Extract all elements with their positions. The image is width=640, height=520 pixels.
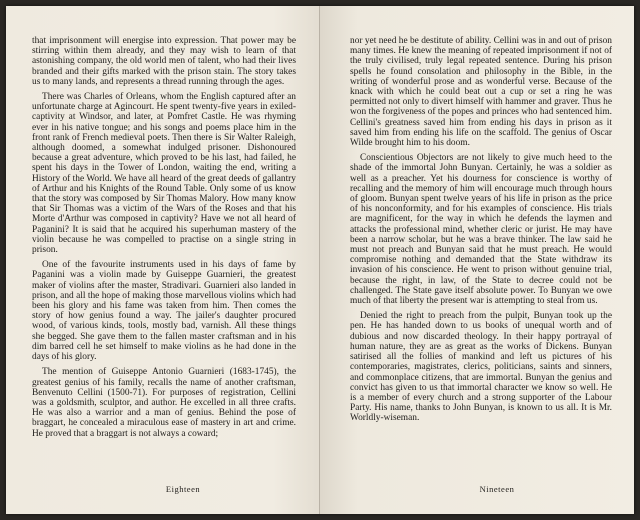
right-paragraph-2: Conscientious Objectors are not likely to give much heed to the shade of the immortal John Bunyan. Certainly, he was a soldier as well as a preacher. Yet his dourness for conscience is worthy of recalling and the memory of him will encourage much through hours of gloom. Bunyan spent twelve years of his life in prison as the price of his nonconformity, and for his examples of conscience. His trials are magnificent, for the way in which he defends the laymen and attacks the professional mind, whether cleric or jurist. He may have been a narrow scholar, but he was a brave thinker. The law said he must not preach and Bunyan said that he must preach. He would compromise nothing and demanded that the State withdraw its invasion of his conscience. He went to prison without genuine trial, because the right, in law, of the State to decree could not be challenged. The State gave itself absolute power. To Bunyan we owe much of that liberty the present war is attempting to steal from us. — [350, 153, 612, 307]
left-page-number: Eighteen — [165, 484, 201, 494]
left-paragraph-4: The mention of Guiseppe Antonio Guarnieri (1683-1745), the greatest genius of his family, recalls the name of another craftsman, Benvenuto Cellini (1500-71). For purposes of registration, Cellini was a goldsmith, sculptor, and author. He excelled in all three crafts. He was also a warrior and a man of genius. Behind the pose of braggart, he concealed a miraculous ease of mastery in art and crime. He proved that a braggart is not always a coward; — [32, 367, 296, 439]
left-paragraph-2: There was Charles of Orleans, whom the English captured after an unfortunate charge at Agincourt. He spent twenty-five years in exiled-captivity at Windsor, and later, at Pomfret Castle. He was rhyming ever in his native tongue; and his songs and poems place him in the front rank of French medieval poets. Then there is Sir Walter Raleigh, although doomed, a somewhat indulged prisoner. Dishonoured because a great adventure, which proved to be his last, had failed, he spent his days in the Tower of London, waiting the end, writing a History of the World. We have all heard of the great deeds of gallantry of Arthur and his Knights of the Round Table. Only some of us know that the story was composed by Sir Thomas Malory. How many know that Sir Thomas was a victim of the Wars of the Roses and that his Morte d'Arthur was composed in captivity? Have we not all heard of Paganini? It is said that he acquired his superhuman mastery of the violin because he was compelled to practise on a single string in prison. — [32, 92, 296, 256]
right-page-number: Nineteen — [479, 484, 515, 494]
left-page — [6, 6, 320, 514]
right-page — [320, 6, 634, 514]
book-spread — [6, 6, 634, 514]
left-paragraph-1: that imprisonment will energise into expression. That power may be stirring within them already, and they may wish to learn of that astonishing company, the old world men of talent, who had their lives branded and their gifts marked with the prison stain. The story takes us to many lands, and represents a thread running through the ages. — [32, 36, 296, 87]
right-paragraph-1: nor yet need he be destitute of ability. Cellini was in and out of prison many times. He knew the meaning of repeated imprisonment if not of the truly civilised, truly legal repeated sentence. During his prison spells he found consolation and philosophy in the Bible, in the writing of wonderful prose and as wonderful verse. Because of the knack with which he could beat out a cup or set a ring he was permitted not only to divert himself with hammer and graver. Thus he won the forgiveness of the popes and princes who had sentenced him. Cellini's greatness saved him from ending his days in prison as it saved him from ending his life on the scaffold. The genius of Oscar Wilde brought him to his doom. — [350, 36, 612, 149]
right-paragraph-3: Denied the right to preach from the pulpit, Bunyan took up the pen. He has handed down to us books of unequal worth and of dubious and now discarded theology. In their happy portrayal of human nature, they are as great as the works of Dickens. Bunyan satirised all the follies of mankind and left us pictures of his contemporaries, magistrates, clerics, politicians, saints and sinners, and commonplace citizens, that are immortal. Bunyan the genius and convict has given to us that immortal character we know so well. He is a member of every church and a strong supporter of the Labour Party. His name, thanks to John Bunyan, is known to us all. It is Mr. Worldly-wiseman. — [350, 311, 612, 424]
left-paragraph-3: One of the favourite instruments used in his days of fame by Paganini was a violin made by Guiseppe Guarnieri, the greatest maker of violins after the master, Stradivari. Guarnieri also landed in prison, and all the hope of making those marvellous violins which had been his glory and his fame was taken from him. Then comes the story of how genius found a way. The jailer's daughter procured wood, of various kinds, tools, mostly bad, varnish. All these things she begged. She gave them to the fallen master craftsman and in his dim barred cell he set himself to make violins as he had done in the days of his glory. — [32, 260, 296, 363]
